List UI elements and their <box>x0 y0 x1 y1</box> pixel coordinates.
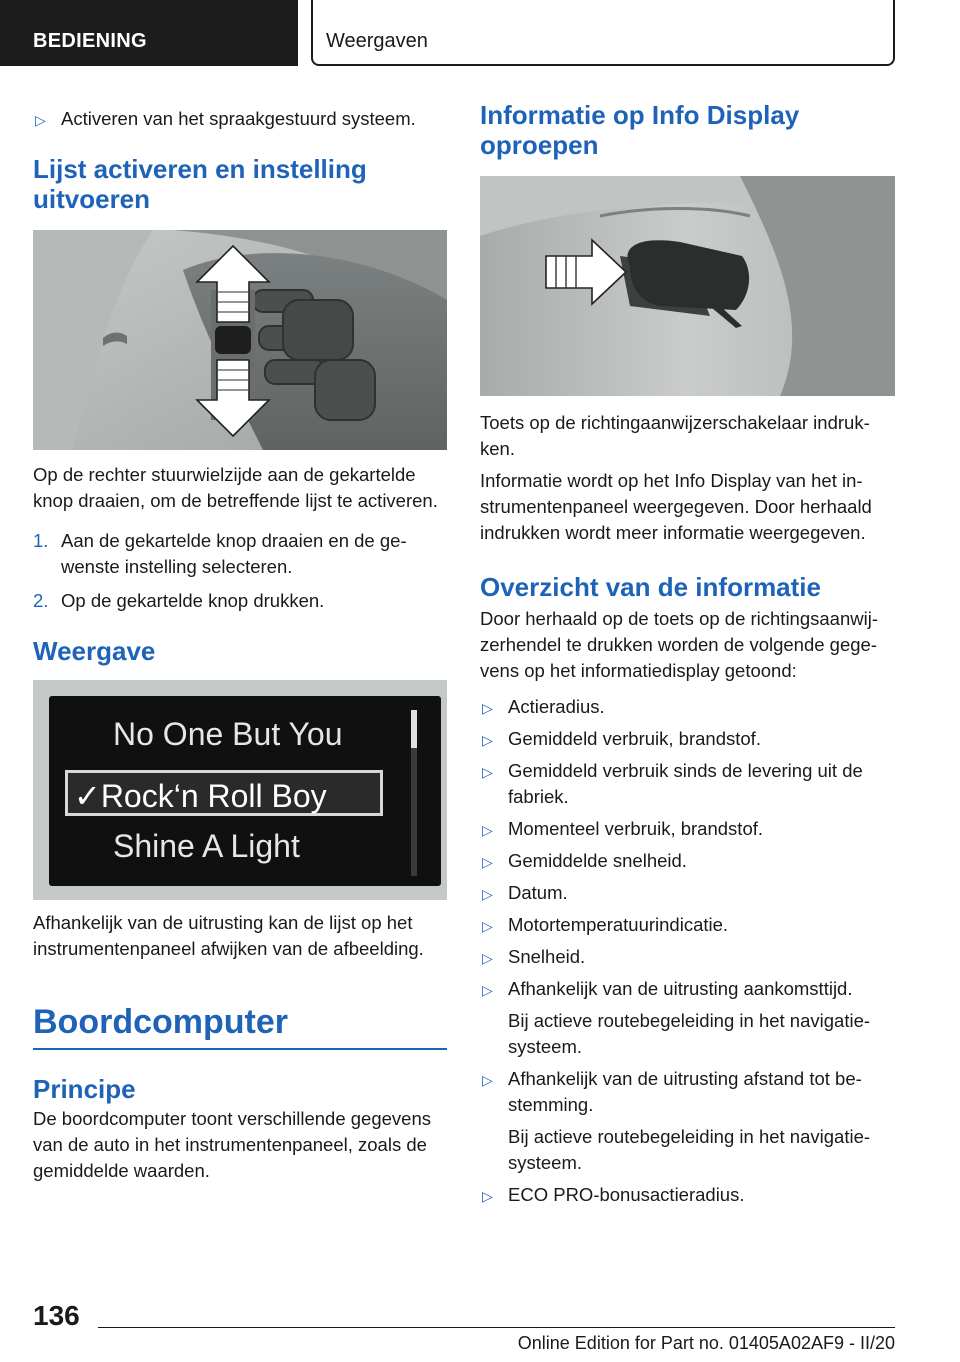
display-row-selected: ✓Rock‘n Roll Boy <box>65 770 383 816</box>
list-item: ▷ Motortemperatuurindicatie. <box>480 912 895 938</box>
right-column <box>480 100 895 1214</box>
header-page-title: Weergaven <box>326 30 428 52</box>
list-item: ▷ Gemiddeld verbruik, brandstof. <box>480 726 895 752</box>
step-number: 1. <box>33 530 49 551</box>
display-figure <box>33 680 447 900</box>
list-item-text: Activeren van het spraakgestuurd systeem. <box>61 108 416 129</box>
header-section-label: BEDIENING <box>33 30 147 52</box>
step-text: Op de gekartelde knop drukken. <box>61 590 325 611</box>
footer-edition: Online Edition for Part no. 01405A02AF9 - II/20 <box>517 1333 895 1353</box>
footer-rule <box>98 1327 895 1328</box>
header-section-tab <box>0 0 298 66</box>
list-item: ▷ Momenteel verbruik, brandstof. <box>480 816 895 842</box>
list-item: ▷ Gemiddeld verbruik sinds de levering uit de fabriek. <box>482 760 863 807</box>
list-item: ▷ Snelheid. <box>480 944 895 970</box>
triangle-bullet-icon: ▷ <box>482 886 493 902</box>
step-text: Aan de gekartelde knop draaien en de gewenste instelling selecteren. <box>61 530 407 577</box>
display-row-1: No One But You <box>113 716 343 752</box>
left-column <box>33 100 447 1184</box>
step-item <box>33 528 447 580</box>
triangle-bullet-icon: ▷ <box>35 112 46 128</box>
triangle-bullet-icon: ▷ <box>482 1188 493 1204</box>
list-item-subtext: Bij actieve routebegeleiding in het navigatiesysteem. <box>508 1126 871 1173</box>
heading-weergave: Weergave <box>33 636 156 666</box>
list-item: ▷ ECO PRO-bonusactieradius. <box>480 1182 895 1208</box>
page-number: 136 <box>33 1300 80 1331</box>
list-item: ▷ Afhankelijk van de uitrusting afstand tot bestemming. Bij actieve routebegeleiding in het navigatiesysteem. <box>480 1066 895 1176</box>
heading-info-display: Informatie op Info Display oproepen <box>480 100 800 160</box>
list-item: ▷ Gemiddelde snelheid. <box>480 848 895 874</box>
turn-signal-stalk-figure <box>480 176 895 396</box>
chapter-title: Boordcomputer <box>33 1003 288 1041</box>
triangle-bullet-icon: ▷ <box>482 854 493 870</box>
list-item: ▷ Actieradius. <box>480 694 895 720</box>
header-page-tab <box>311 0 895 66</box>
step-number: 2. <box>33 590 49 611</box>
list-item: ▷ Afhankelijk van de uitrusting aankomsttijd. Bij actieve routebegeleiding in het navigatiesysteem. <box>480 976 895 1060</box>
triangle-bullet-icon: ▷ <box>482 918 493 934</box>
heading-list-activate: Lijst activeren en instelling uitvoeren <box>33 154 367 214</box>
paragraph-info: Informatie wordt op het Info Display van het instrumentenpaneel weergegeven. Door herhaald indrukken wordt meer informatie weergegeven. <box>480 470 872 543</box>
heading-principe: Principe <box>33 1074 136 1104</box>
triangle-bullet-icon: ▷ <box>482 982 493 998</box>
info-list <box>480 694 895 1208</box>
display-row-3: Shine A Light <box>113 828 300 864</box>
triangle-bullet-icon: ▷ <box>482 950 493 966</box>
paragraph-overzicht: Door herhaald op de toets op de richtingsaanwijzerhendel te drukken worden de volgende gegevens op het informatiedisplay getoond: <box>480 608 879 681</box>
paragraph-list: Op de rechter stuurwielzijde aan de gekartelde knop draaien, om de betreffende lijst te activeren. <box>33 464 438 511</box>
chapter-rule <box>33 1048 447 1050</box>
triangle-bullet-icon: ▷ <box>482 764 493 780</box>
paragraph-press: Toets op de richtingaanwijzerschakelaar indrukken. <box>480 412 870 459</box>
heading-overzicht: Overzicht van de informatie <box>480 572 821 602</box>
list-item-subtext: Bij actieve routebegeleiding in het navigatiesysteem. <box>508 1010 871 1057</box>
step-item <box>33 588 447 614</box>
list-item <box>33 106 447 132</box>
paragraph-principe: De boordcomputer toont verschillende gegevens van de auto in het instrumentenpaneel, zoals de gemiddelde waarden. <box>33 1108 431 1181</box>
list-item: ▷ Datum. <box>480 880 895 906</box>
triangle-bullet-icon: ▷ <box>482 732 493 748</box>
steering-wheel-figure <box>33 230 447 450</box>
paragraph-weergave: Afhankelijk van de uitrusting kan de lijst op het instrumentenpaneel afwijken van de afbeelding. <box>33 912 424 959</box>
display-scrollbar <box>411 710 417 876</box>
triangle-bullet-icon: ▷ <box>482 700 493 716</box>
triangle-bullet-icon: ▷ <box>482 822 493 838</box>
triangle-bullet-icon: ▷ <box>482 1072 493 1088</box>
